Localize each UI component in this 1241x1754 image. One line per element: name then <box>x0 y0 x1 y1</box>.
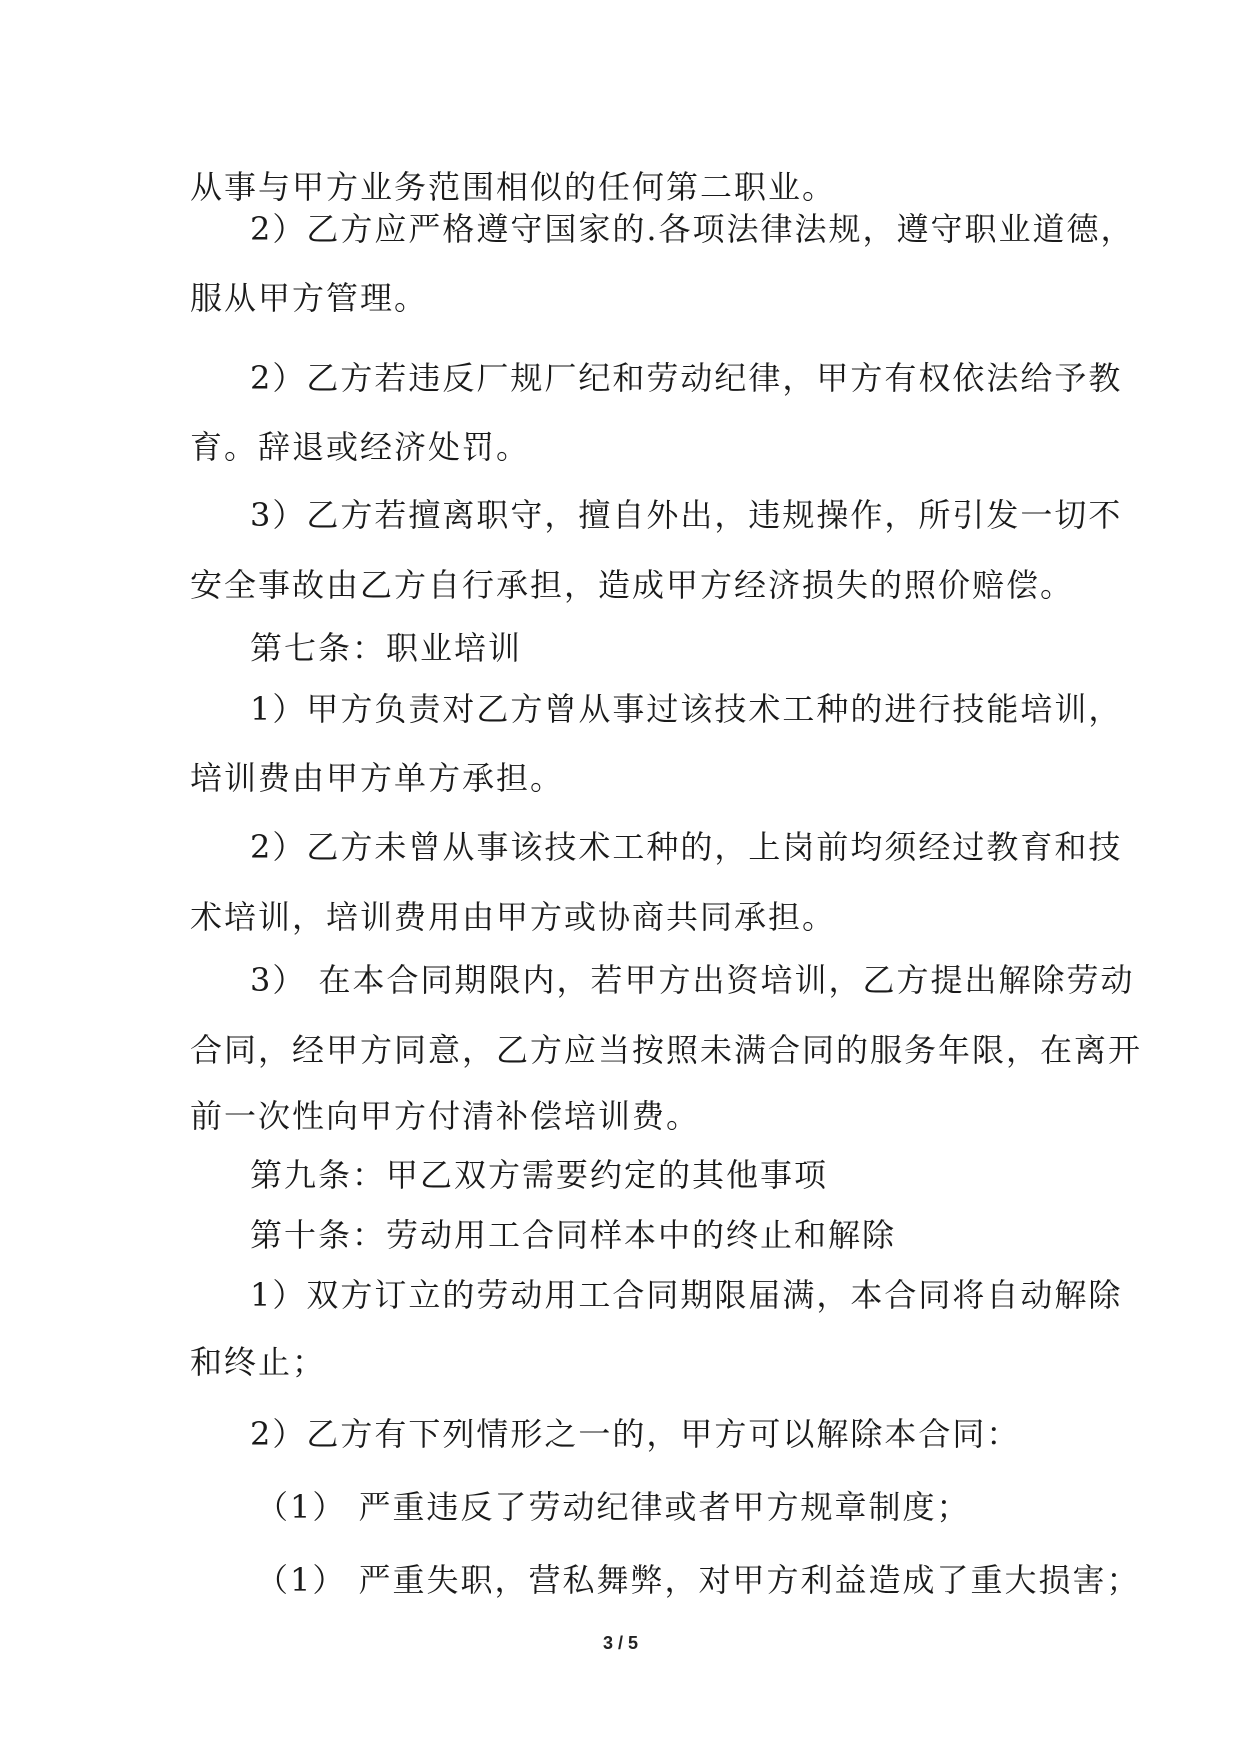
text-line: 3）乙方若擅离职守，擅自外出，违规操作，所引发一切不 <box>250 496 1123 534</box>
section-heading: 第九条：甲乙双方需要约定的其他事项 <box>250 1156 829 1194</box>
text-line: 2）乙方未曾从事该技术工种的，上岗前均须经过教育和技 <box>250 828 1123 866</box>
text-line: 术培训，培训费用由甲方或协商共同承担。 <box>190 898 837 936</box>
text-line: 培训费由甲方单方承担。 <box>190 759 565 797</box>
text-line: 2）乙方应严格遵守国家的.各项法律法规，遵守职业道德， <box>250 210 1135 248</box>
page-number: 3 / 5 <box>602 1633 639 1653</box>
text-line: 前一次性向甲方付清补偿培训费。 <box>190 1097 701 1135</box>
text-line: 3） 在本合同期限内，若甲方出资培训，乙方提出解除劳动 <box>250 961 1135 999</box>
text-line: 和终止； <box>190 1343 327 1381</box>
text-line: 安全事故由乙方自行承担，造成甲方经济损失的照价赔偿。 <box>190 566 1075 604</box>
text-line: 合同，经甲方同意，乙方应当按照未满合同的服务年限，在离开 <box>190 1031 1143 1069</box>
text-line: 服从甲方管理。 <box>190 279 429 317</box>
list-item: （1） 严重失职，营私舞弊，对甲方利益造成了重大损害； <box>256 1561 1141 1599</box>
section-heading: 第七条：职业培训 <box>250 629 523 667</box>
section-heading: 第十条：劳动用工合同样本中的终止和解除 <box>250 1216 897 1254</box>
text-line: 2）乙方若违反厂规厂纪和劳动纪律，甲方有权依法给予教 <box>250 359 1123 397</box>
list-item: （1） 严重违反了劳动纪律或者甲方规章制度； <box>256 1488 971 1526</box>
text-line: 1）双方订立的劳动用工合同期限届满，本合同将自动解除 <box>250 1276 1123 1314</box>
text-line: 2）乙方有下列情形之一的，甲方可以解除本合同： <box>250 1415 1021 1453</box>
text-line: 从事与甲方业务范围相似的任何第二职业。 <box>190 168 837 206</box>
text-line: 1）甲方负责对乙方曾从事过该技术工种的进行技能培训， <box>250 690 1123 728</box>
text-line: 育。辞退或经济处罚。 <box>190 428 531 466</box>
